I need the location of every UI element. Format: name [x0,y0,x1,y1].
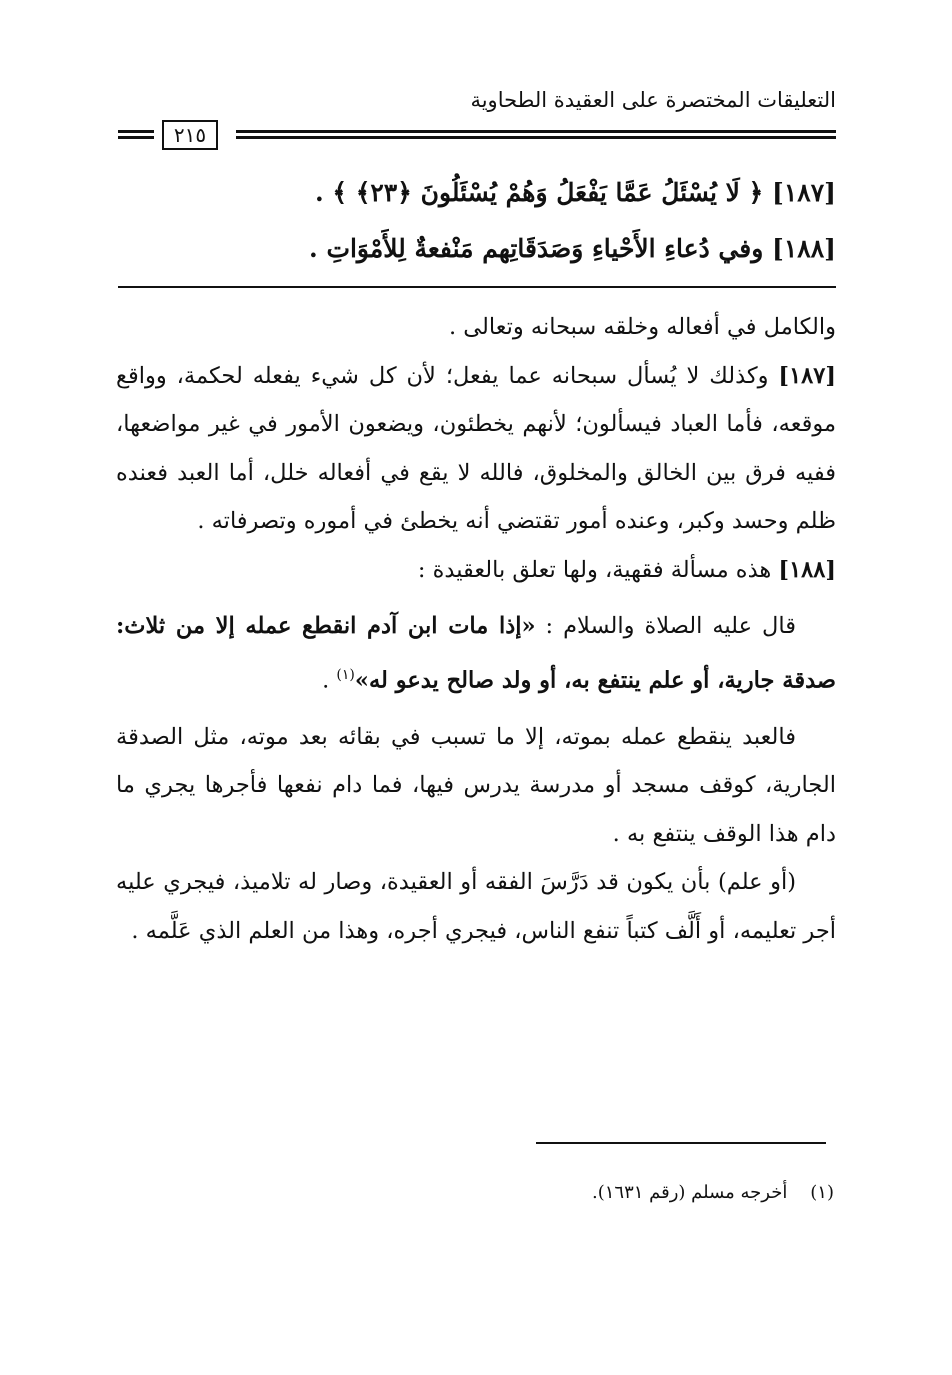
matn-text: ﴿ لَا يُسْئَلُ عَمَّا يَفْعَلُ وَهُمْ يُسْئَلُونَ ﴿٢٣﴾ ﴾ . [314,178,764,207]
footnote [592,1182,834,1203]
paragraph [116,602,836,705]
matn-number: [١٨٧] [772,178,836,207]
header-double-rule [236,130,836,140]
paragraph-text: قال عليه الصلاة والسلام : [535,613,796,639]
matn-text: وفي دُعاءِ الأَحْياءِ وَصَدَقَاتِهم مَنْفعةٌ لِلأَمْوَاتِ . [309,234,764,263]
footnote-marker: (١) [810,1182,834,1203]
footnote-divider [536,1142,826,1144]
header-rule-end [118,130,154,140]
footnote-text: أخرجه مسلم (رقم ١٦٣١). [592,1182,788,1203]
footnote-reference[interactable]: (١) [336,666,355,683]
paragraph: فالعبد ينقطع عمله بموته، إلا ما تسبب في بقائه بعد موته، مثل الصدقة الجارية، كوقف مسجد أو مدرسة يدرس فيها، فما دام نفعها فأجرها يجري ما دام هذا الوقف ينتفع به . [116,723,836,847]
matn-section [116,165,836,277]
commentary [116,303,836,955]
page-header [118,82,836,152]
paragraph-text: . [322,667,330,693]
matn-line [116,221,836,277]
running-title: التعليقات المختصرة على العقيدة الطحاوية [470,88,836,112]
paragraph-text: وكذلك لا يُسأل سبحانه عما يفعل؛ لأن كل شيء يفعله لحكمة، وواقع موقعه، فأما العباد فيسألون؛ لأنهم يخطئون، ويضعون الأمور في غير مواضعها، ففيه فرق بين الخالق والمخلوق، فالله لا يقع في أفعاله خلل، أما العبد فعنده ظلم وحسد وكبر، وعنده أمور تقتضي أنه يخطئ في أموره وتصرفاته . [116,362,836,534]
paragraph: (أو علم) بأن يكون قد دَرَّسَ الفقه أو العقيدة، وصار له تلاميذ، فيجري عليه أجر تعليمه، أو أَلَّف كتباً تنفع الناس، فيجري أجره، وهذا من العلم الذي عَلَّمه . [116,869,836,944]
paragraph [116,352,836,546]
commentary-number: [١٨٨] [778,556,836,583]
paragraph [116,546,836,595]
matn-number: [١٨٨] [772,234,836,263]
paragraph: والكامل في أفعاله وخلقه سبحانه وتعالى . [448,314,836,340]
matn-line [116,165,836,221]
section-divider [118,286,836,288]
paragraph-text: هذه مسألة فقهية، ولها تعلق بالعقيدة : [417,556,772,583]
page-number: ٢١٥ [162,120,218,150]
hadith-quote: «إذا مات ابن آدم انقطع عمله إلا من ثلاث: صدقة جارية، أو علم ينتفع به، أو ولد صالح يدعو له» [116,613,836,693]
commentary-number: [١٨٧] [778,362,836,389]
